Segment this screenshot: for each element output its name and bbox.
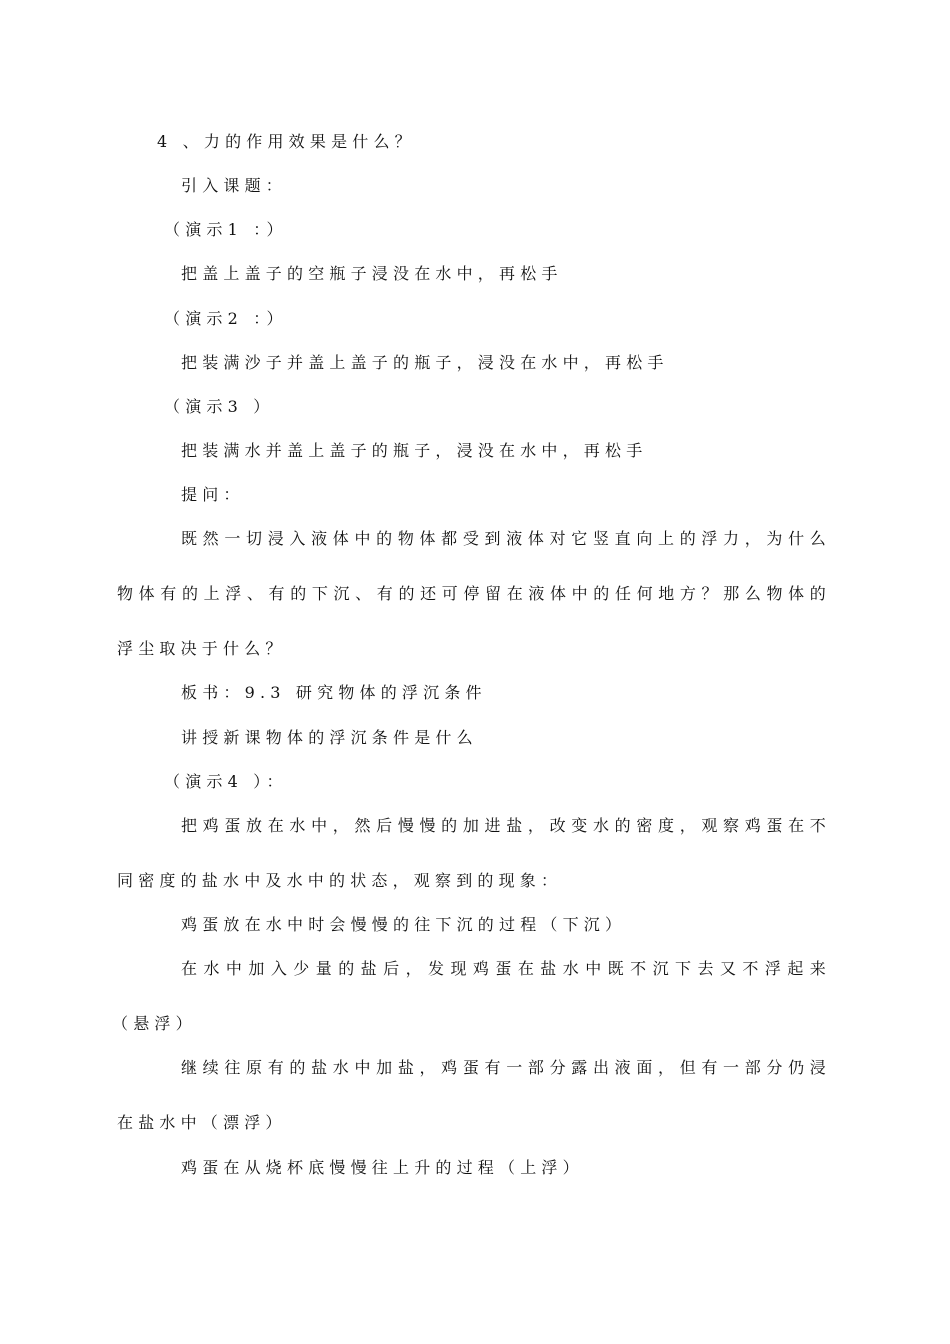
question-4-line: 4 、力的作用效果是什么？ [157,132,416,151]
question-paragraph-line-2: 物体有的上浮、有的下沉、有的还可停留在液体中的任何地方？那么物体的 [117,584,831,603]
board-title: 板书：9.3 研究物体的浮沉条件 [181,683,487,702]
demo-4-paragraph-line-2: 同密度的盐水中及水中的状态，观察到的现象： [117,871,563,890]
question-paragraph-line-3: 浮尘取决于什么？ [117,639,287,658]
demo-1-text: 把盖上盖子的空瓶子浸没在水中，再松手 [181,264,563,283]
demo-3-label: （演示3 ） [164,397,275,416]
observation-rising: 鸡蛋在从烧杯底慢慢往上升的过程（上浮） [181,1158,584,1177]
demo-4-paragraph-line-1: 把鸡蛋放在水中，然后慢慢的加进盐，改变水的密度，观察鸡蛋在不 [181,816,831,835]
new-lesson-line: 讲授新课物体的浮沉条件是什么 [181,728,478,747]
question-heading: 提问： [181,485,245,504]
question-paragraph-line-1: 既然一切浸入液体中的物体都受到液体对它竖直向上的浮力，为什么 [181,529,831,548]
observation-suspending-line-2: （悬浮） [112,1014,197,1033]
demo-3-text: 把装满水并盖上盖子的瓶子，浸没在水中，再松手 [181,441,648,460]
demo-1-label: （演示1 ：） [164,220,288,239]
observation-floating-line-2: 在盐水中（漂浮） [117,1113,287,1132]
observation-suspending-line-1: 在水中加入少量的盐后，发现鸡蛋在盐水中既不沉下去又不浮起来 [181,959,831,978]
demo-4-label: （演示4 ）： [164,772,288,791]
intro-heading: 引入课题： [181,176,288,195]
demo-2-label: （演示2 ：） [164,309,288,328]
demo-2-text: 把装满沙子并盖上盖子的瓶子，浸没在水中，再松手 [181,353,669,372]
observation-floating-line-1: 继续往原有的盐水中加盐，鸡蛋有一部分露出液面，但有一部分仍浸 [181,1058,831,1077]
observation-sinking: 鸡蛋放在水中时会慢慢的往下沉的过程（下沉） [181,915,627,934]
